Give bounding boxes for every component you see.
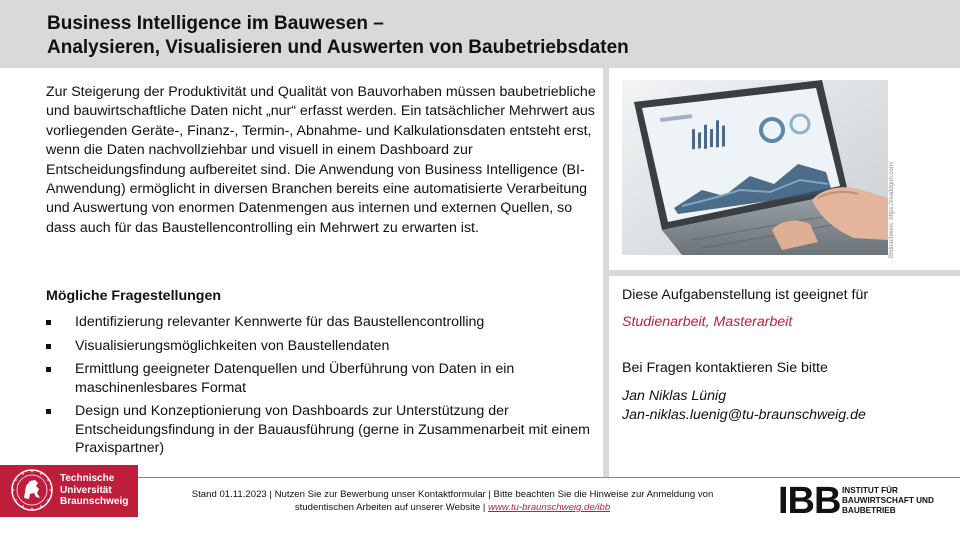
questions-heading: Mögliche Fragestellungen	[46, 288, 222, 304]
list-item: Visualisierungsmöglichkeiten von Baustellendaten	[46, 337, 596, 356]
website-link[interactable]: www.tu-braunschweig.de/ibb	[488, 502, 611, 513]
suitable-value: Studienarbeit, Masterarbeit	[622, 314, 793, 330]
ibb-logo: IBB	[778, 480, 841, 522]
contact-email[interactable]: Jan-niklas.luenig@tu-braunschweig.de	[622, 407, 866, 423]
list-item: Identifizierung relevanter Kennwerte für das Baustellencontrolling	[46, 313, 596, 332]
title-bar	[0, 0, 960, 68]
page-title	[47, 12, 629, 60]
footer-rule	[137, 477, 960, 478]
laptop-dashboard-photo	[622, 80, 888, 255]
contact-name: Jan Niklas Lünig	[622, 388, 727, 404]
suitable-label: Diese Aufgabenstellung ist geeignet für	[622, 287, 869, 303]
horizontal-divider	[609, 270, 960, 276]
bullet-square-icon	[46, 367, 51, 372]
ibb-logo-subtitle: INSTITUT FÜR BAUWIRTSCHAFT UND BAUBETRIEB	[842, 486, 934, 515]
bullet-square-icon	[46, 320, 51, 325]
tu-logo-text: Technische Universität Braunschweig	[60, 473, 129, 507]
intro-paragraph: Zur Steigerung der Produktivität und Qualität von Bauvorhaben müssen baubetriebliche und bauwirtschaftliche Daten nicht „nur“ erfasst werden. Ein tatsächlicher Mehrwert aus vorliegenden Geräte-, Finanz-, Termin-, Abnahme- und Kalkulationsdaten entsteht erst, wenn die Daten nachvollziehbar und visuell in einem Dashboard zur Entscheidungsfindung aufbereitet sind. Die Anwendung von Business Intelligence (BI-Anwendung) ermöglicht in diversen Branchen bereits eine automatisierte Verarbeitung und Auswertung von enormen Datenmengen aus internen und externen Quellen, so dass auch für das Baustellencontrolling ein Mehrwert zu erwarten ist.	[46, 84, 596, 236]
list-item: Design und Konzeptionierung von Dashboards zur Unterstützung der Entscheidungsfindung in der Bauausführung (gerne in Zusammenarbeit mit einem Praxispartner)	[46, 402, 596, 458]
image-credit: Bildnachweis: https://readdgun.com/	[889, 161, 895, 258]
bullet-square-icon	[46, 344, 51, 349]
title-line-1: Business Intelligence im Bauwesen –	[47, 13, 384, 34]
footer-notice: Stand 01.11.2023 | Nutzen Sie zur Bewerbung unser Kontaktformular | Bitte beachten Sie die Hinweise zur Anmeldung von studentischen Arbeiten auf unserer Website | www.tu-braunschweig.de/ibb	[191, 489, 714, 513]
contact-label: Bei Fragen kontaktieren Sie bitte	[622, 360, 828, 376]
lion-seal-icon	[10, 468, 54, 512]
questions-list	[46, 313, 596, 463]
title-line-2: Analysieren, Visualisieren und Auswerten von Baubetriebsdaten	[47, 37, 629, 58]
tu-braunschweig-logo	[0, 465, 138, 517]
bullet-square-icon	[46, 409, 51, 414]
list-item: Ermittlung geeigneter Datenquellen und Überführung von Daten in ein maschinenlesbares Format	[46, 360, 596, 397]
